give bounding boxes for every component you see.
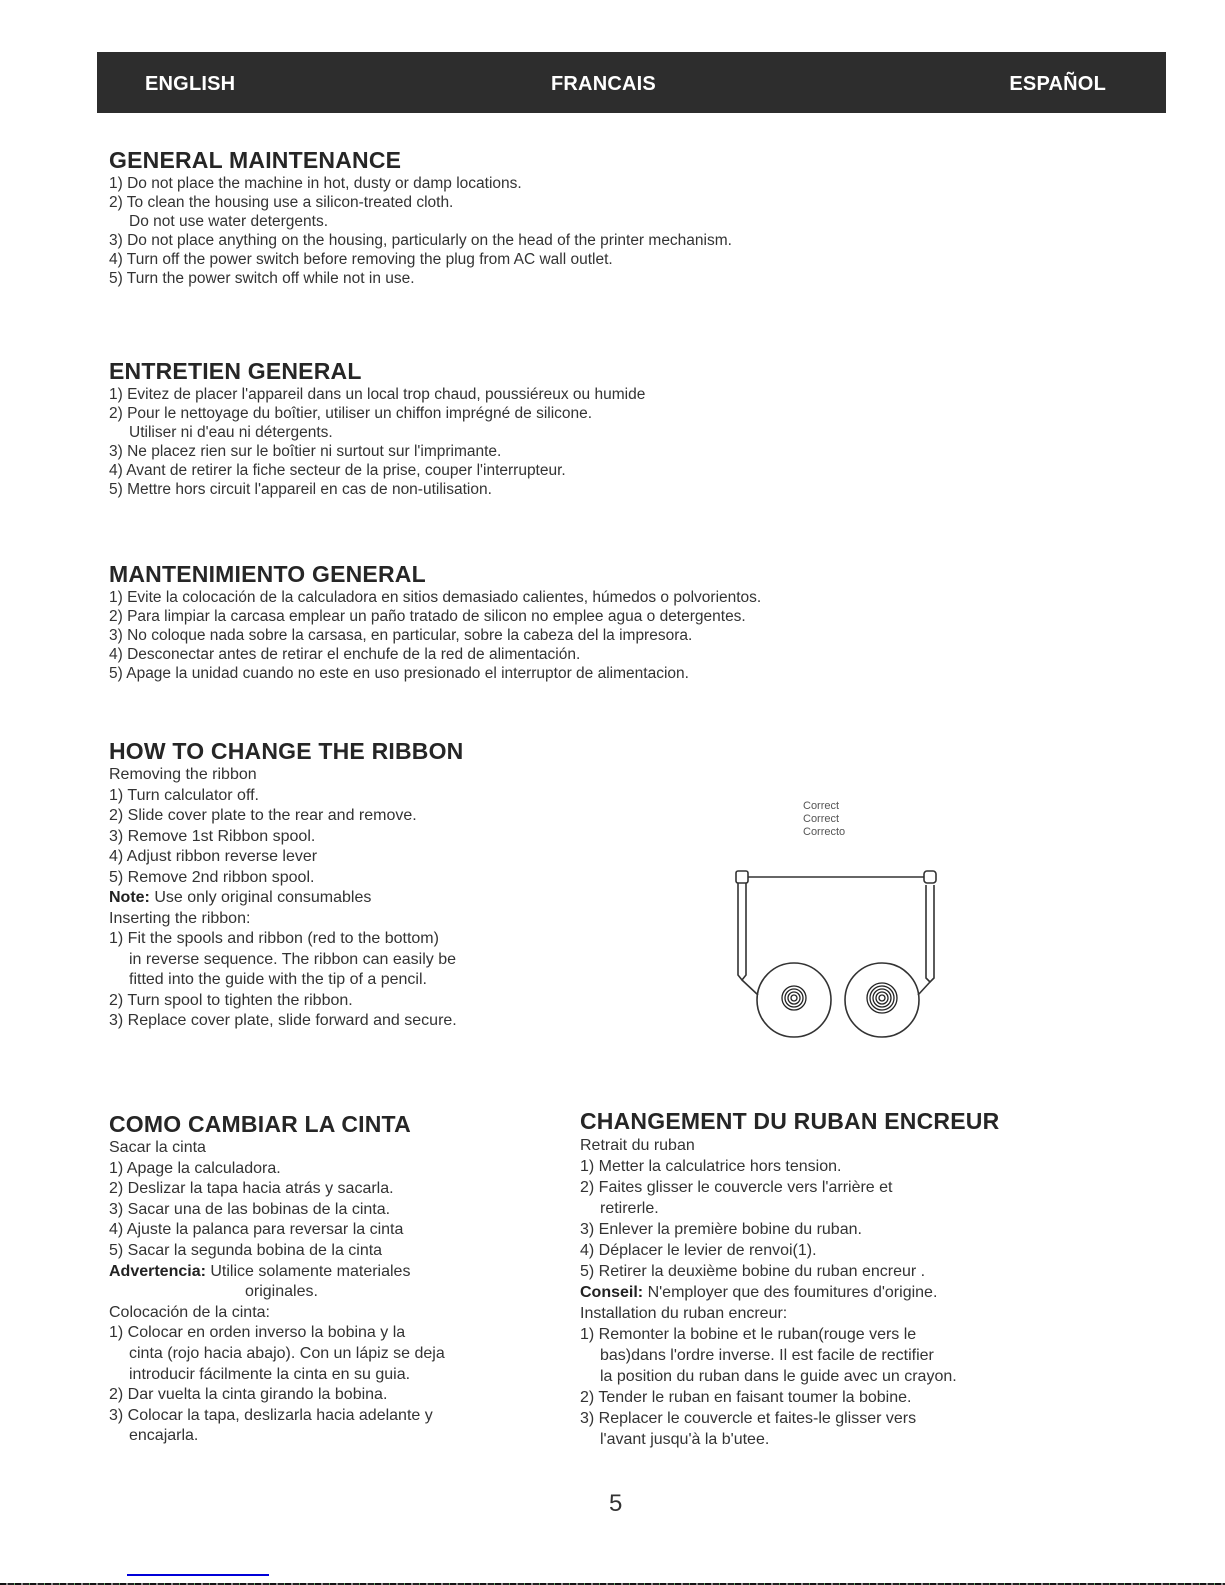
list-item: 2) Turn spool to tighten the ribbon. [109,991,353,1009]
subheading-removing: Removing the ribbon [109,766,257,783]
list-item-continuation: Utiliser ni d'eau ni détergents. [129,424,333,441]
note-continuation: originales. [245,1283,318,1301]
section-title: GENERAL MAINTENANCE [109,147,402,173]
left-guide-cap [736,871,748,883]
list-item: 1) Remonter la bobine et le ruban(rouge vers le [580,1326,917,1343]
section-title: MANTENIMIENTO GENERAL [109,561,426,587]
section-general-maintenance-fr [109,357,645,499]
list-item: 4) Adjust ribbon reverse lever [109,848,318,865]
list-item-continuation: Do not use water detergents. [129,213,329,230]
list-item: 1) Evitez de placer l'appareil dans un local trop chaud, poussiéreux ou humide [109,386,646,403]
list-item: 5) Remove 2nd ribbon spool. [109,868,315,886]
list-item: 1) Do not place the machine in hot, dusty or damp locations. [109,175,522,192]
note [109,888,463,909]
section-title: COMO CAMBIAR LA CINTA [109,1111,411,1137]
note-text: Utilice solamente materiales [205,1262,411,1280]
section-title: ENTRETIEN GENERAL [109,358,362,384]
list-item: 2) Slide cover plate to the rear and remove. [109,807,417,824]
language-label-spanish: ESPAÑOL [1009,73,1106,95]
list-item-continuation: fitted into the guide with the tip of a pencil. [129,971,427,988]
list-item: 2) Dar vuelta la cinta girando la bobina. [109,1386,388,1404]
subheading-inserting: Colocación de la cinta: [109,1303,270,1321]
list-item: 2) To clean the housing use a silicon-treated cloth. [109,194,454,211]
note-label: Conseil: [580,1284,644,1301]
list-item: 2) Pour le nettoyage du boîtier, utiliser un chiffon imprégné de silicone. [109,405,593,422]
list-item: 3) Remove 1st Ribbon spool. [109,827,316,845]
list-item: 2) Tender le ruban en faisant toumer la bobine. [580,1389,912,1406]
right-ribbon-segment [918,982,930,995]
list-item-continuation: la position du ruban dans le guide avec un crayon. [600,1368,957,1385]
subheading-removing: Sacar la cinta [109,1139,206,1156]
list-item-continuation: retirerle. [600,1200,659,1217]
note [580,1282,999,1303]
list-item: 5) Retirer la deuxième bobine du ruban encreur . [580,1263,926,1280]
list-item: 3) Colocar la tapa, deslizarla hacia adelante y [109,1406,433,1424]
section-general-maintenance-en [109,146,732,288]
left-guide-post [738,883,746,980]
list-item-continuation: cinta (rojo hacia abajo). Con un lápiz se deja [129,1344,445,1362]
subheading-inserting: Inserting the ribbon: [109,909,251,927]
list-item: 2) Para limpiar la carcasa emplear un paño tratado de silicon no emplee agua o detergentes. [109,608,746,625]
note-label: Advertencia: [109,1262,206,1280]
list-item: 1) Apage la calculadora. [109,1159,281,1177]
list-item: 4) Déplacer le levier de renvoi(1). [580,1242,817,1259]
list-item: 1) Turn calculator off. [109,786,259,804]
subheading-inserting: Installation du ruban encreur: [580,1305,788,1322]
list-item: 1) Evite la colocación de la calculadora en sitios demasiado calientes, húmedos o polvorientos. [109,589,762,606]
figure-caption [803,800,845,839]
left-spool-core [782,986,806,1010]
ribbon-spool-diagram [720,860,950,1040]
list-item: 4) Desconectar antes de retirar el enchufe de la red de alimentación. [109,646,581,663]
list-item-continuation: in reverse sequence. The ribbon can easily be [129,950,457,968]
list-item: 3) Sacar una de las bobinas de la cinta. [109,1200,391,1218]
list-item: 5) Turn the power switch off while not in use. [109,270,415,287]
section-general-maintenance-es [109,560,761,683]
list-item-continuation: introducir fácilmente la cinta en su guia. [129,1365,411,1383]
language-label-english: ENGLISH [145,73,236,95]
list-item: 5) Mettre hors circuit l'appareil en cas de non-utilisation. [109,481,492,498]
footer-rule [127,1574,269,1576]
list-item: 1) Colocar en orden inverso la bobina y la [109,1324,406,1342]
list-item: 5) Apage la unidad cuando no este en uso presionado el interruptor de alimentacion. [109,665,689,682]
subheading-removing: Retrait du ruban [580,1137,695,1154]
section-title: CHANGEMENT DU RUBAN ENCREUR [580,1108,1000,1134]
list-item: 4) Avant de retirer la fiche secteur de la prise, couper l'interrupteur. [109,462,566,479]
note-label: Note: [109,889,150,906]
right-guide-cap [924,871,936,883]
note-text: Use only original consumables [149,889,372,906]
figure-label-fr: Correct [803,813,840,825]
list-item-continuation: bas)dans l'ordre inverse. Il est facile de rectifier [600,1347,934,1364]
section-change-ribbon-fr [580,1107,999,1450]
section-change-ribbon-en [109,737,463,1032]
language-label-french: FRANCAIS [551,73,656,95]
left-spool [757,963,831,1037]
list-item: 1) Fit the spools and ribbon (red to the bottom) [109,930,439,947]
figure-label-en: Correct [803,800,840,812]
page-number: 5 [609,1490,623,1517]
figure-label-es: Correcto [803,826,846,838]
list-item-continuation: l'avant jusqu'à la b'utee. [600,1431,770,1448]
list-item: 3) No coloque nada sobre la carsasa, en particular, sobre la cabeza del la impresora. [109,627,693,644]
right-spool-core [867,983,897,1013]
list-item: 3) Replace cover plate, slide forward and secure. [109,1012,457,1029]
language-header-bar [97,52,1166,113]
list-item: 4) Turn off the power switch before removing the plug from AC wall outlet. [109,251,613,268]
list-item: 1) Metter la calculatrice hors tension. [580,1158,842,1175]
list-item: 3) Enlever la première bobine du ruban. [580,1221,862,1238]
list-item: 3) Ne placez rien sur le boîtier ni surtout sur l'imprimante. [109,443,502,460]
note [109,1262,445,1283]
section-title: HOW TO CHANGE THE RIBBON [109,738,464,764]
list-item: 4) Ajuste la palanca para reversar la cinta [109,1221,404,1239]
section-change-ribbon-es [109,1110,445,1447]
right-guide-post [926,885,934,982]
list-item: 5) Sacar la segunda bobina de la cinta [109,1241,383,1259]
list-item: 2) Deslizar la tapa hacia atrás y sacarla. [109,1180,394,1198]
list-item-continuation: encajarla. [129,1427,199,1445]
left-ribbon-segment [742,980,758,995]
list-item: 2) Faites glisser le couvercle vers l'arrière et [580,1179,893,1196]
right-spool [845,963,919,1037]
note-text: N'employer que des foumitures d'origine. [643,1284,938,1301]
list-item: 3) Replacer le couvercle et faites-le glisser vers [580,1410,917,1427]
list-item: 3) Do not place anything on the housing, particularly on the head of the printer mechanism. [109,232,732,249]
